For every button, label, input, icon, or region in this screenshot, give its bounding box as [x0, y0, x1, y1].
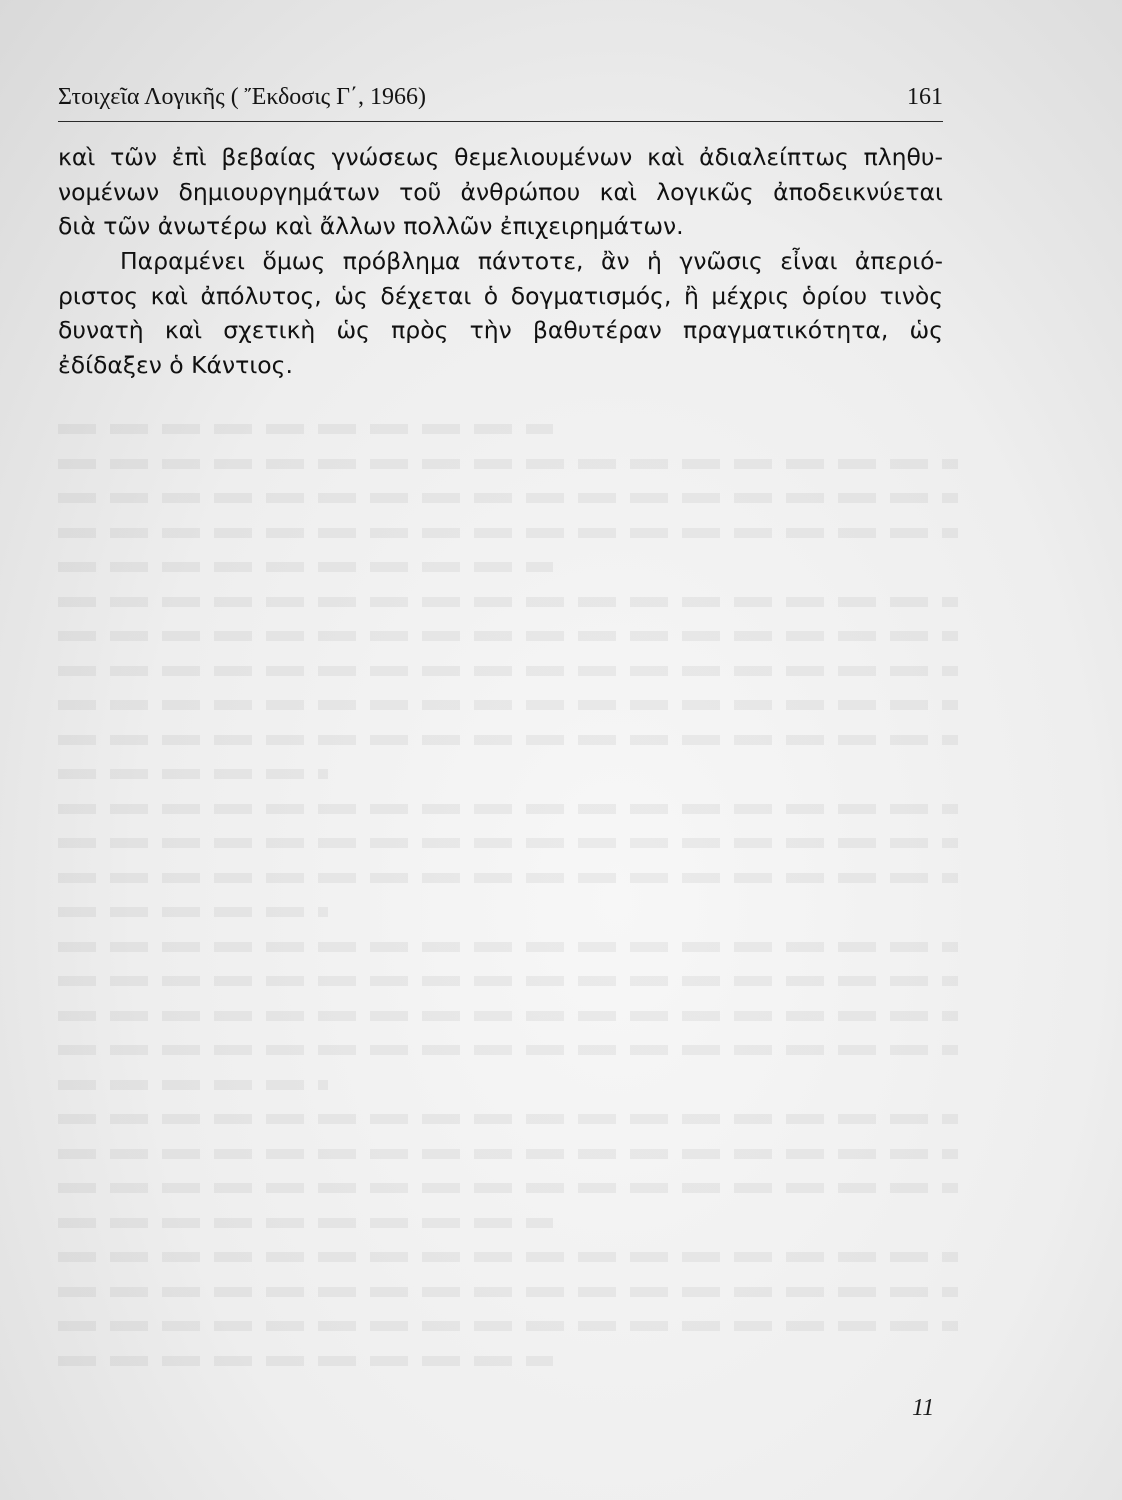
bleed-line: [58, 1307, 958, 1342]
body-text: [58, 140, 943, 383]
text-line: νομένων δημιουργημάτων τοῦ ἀνθρώπου καὶ λογικῶς ἀποδεικνύεται: [58, 177, 943, 206]
text-line: ἐδίδαξεν ὁ Κάντιος.: [58, 351, 293, 380]
page-number: 161: [907, 84, 943, 110]
bleed-line: [58, 1169, 958, 1204]
bleed-line: [58, 1238, 958, 1273]
bleed-line: [58, 824, 958, 859]
bleed-line: [58, 1204, 553, 1239]
bleed-line: [58, 755, 328, 790]
bleed-line: [58, 686, 958, 721]
running-header: [58, 84, 943, 118]
signature-mark: 11: [912, 1395, 935, 1421]
bleed-line: [58, 1031, 958, 1066]
bleed-line: [58, 445, 958, 480]
text-line: ριστος καὶ ἀπόλυτος, ὡς δέχεται ὁ δογματισμός, ἢ μέχρις ὁρίου τινὸς: [58, 281, 943, 310]
text-line: καὶ τῶν ἐπὶ βεβαίας γνώσεως θεμελιουμένων καὶ ἀδιαλείπτως πληθυ-: [58, 143, 943, 171]
bleed-line: [58, 1342, 553, 1377]
bleed-line: [58, 410, 553, 445]
bleed-line: [58, 790, 958, 825]
bleed-line: [58, 479, 958, 514]
bleed-line: [58, 583, 958, 618]
bleed-line: [58, 617, 958, 652]
text-line: Παραμένει ὅμως πρόβλημα πάντοτε, ἂν ἡ γνῶσις εἶναι ἀπεριό-: [120, 247, 943, 276]
bleed-line: [58, 962, 958, 997]
header-rule: [58, 121, 943, 122]
text-line: δυνατὴ καὶ σχετικὴ ὡς πρὸς τὴν βαθυτέραν πραγματικότητα, ὡς: [58, 316, 943, 345]
book-title: Στοιχεῖα Λογικῆς ( Ἔκδοσις Γ΄, 1966): [58, 84, 427, 110]
bleed-line: [58, 1273, 958, 1308]
bleed-line: [58, 928, 958, 963]
bleed-line: [58, 893, 328, 928]
bleed-line: [58, 1135, 958, 1170]
bleed-line: [58, 997, 958, 1032]
bleed-line: [58, 1100, 958, 1135]
bleed-line: [58, 859, 958, 894]
bleed-line: [58, 548, 553, 583]
bleed-through-text: [58, 410, 958, 1376]
bleed-line: [58, 514, 958, 549]
bleed-line: [58, 652, 958, 687]
bleed-line: [58, 721, 958, 756]
bleed-line: [58, 1066, 328, 1101]
text-line: διὰ τῶν ἀνωτέρω καὶ ἄλλων πολλῶν ἐπιχειρημάτων.: [58, 212, 684, 241]
